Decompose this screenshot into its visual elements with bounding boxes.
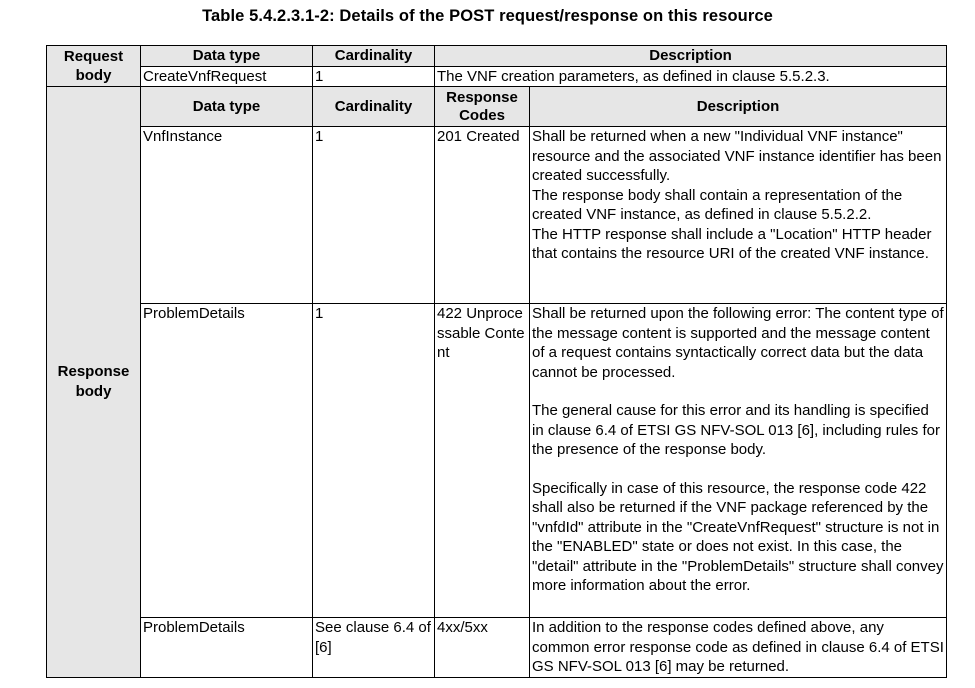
- response-data-type: VnfInstance: [141, 127, 313, 304]
- response-cardinality: 1: [313, 304, 435, 618]
- request-description: The VNF creation parameters, as defined in clause 5.5.2.3.: [435, 66, 947, 87]
- response-header-response-codes: Response Codes: [435, 87, 530, 127]
- response-cardinality: 1: [313, 127, 435, 304]
- response-description: [530, 618, 947, 678]
- response-header-data-type: Data type: [141, 87, 313, 127]
- request-header-data-type: Data type: [141, 46, 313, 67]
- response-body-label: Response body: [47, 87, 141, 678]
- request-header-row: [47, 46, 947, 67]
- description-paragraph: Specifically in case of this resource, the response code 422 shall also be returned if the VNF package referenced by the "vnfdId" attribute in the "CreateVnfRequest" structure is not in the "ENABLED" state or does not exist. In this case, the "detail" attribute in the "ProblemDetails" structure shall convey more information about the error.: [532, 479, 944, 594]
- response-header-row: [47, 87, 947, 127]
- description-paragraph: The HTTP response shall include a "Location" HTTP header that contains the resource URI of the created VNF instance.: [532, 225, 932, 262]
- description-paragraph: In addition to the response codes defined above, any common error response code as defined in clause 6.4 of ETSI GS NFV-SOL 013 [6] may be returned.: [532, 619, 944, 675]
- request-cardinality: 1: [313, 66, 435, 87]
- request-body-label: Request body: [47, 46, 141, 87]
- request-data-type: CreateVnfRequest: [141, 66, 313, 87]
- table-row: [47, 304, 947, 618]
- response-header-cardinality: Cardinality: [313, 87, 435, 127]
- description-paragraph: Shall be returned upon the following error: The content type of the message content is supported and the message content of a request contains syntactically correct data but the data cannot be processed.: [532, 305, 944, 381]
- response-data-type: ProblemDetails: [141, 618, 313, 678]
- response-cardinality: See clause 6.4 of [6]: [313, 618, 435, 678]
- response-header-description: Description: [530, 87, 947, 127]
- request-header-description: Description: [435, 46, 947, 67]
- table-row: [47, 127, 947, 304]
- description-paragraph: The general cause for this error and its handling is specified in clause 6.4 of ETSI GS NFV-SOL 013 [6], including rules for the presence of the response body.: [532, 402, 940, 458]
- response-code: 422 Unprocessable Content: [435, 304, 530, 618]
- table-row: [47, 618, 947, 678]
- response-data-type: ProblemDetails: [141, 304, 313, 618]
- description-paragraph: Shall be returned when a new "Individual VNF instance" resource and the associated VNF instance identifier has been created successfully.: [532, 128, 942, 184]
- response-description: [530, 127, 947, 304]
- request-data-row: [47, 66, 947, 87]
- request-header-cardinality: Cardinality: [313, 46, 435, 67]
- post-details-table: [46, 45, 947, 678]
- table-caption: Table 5.4.2.3.1-2: Details of the POST request/response on this resource: [202, 7, 773, 25]
- response-description: [530, 304, 947, 618]
- response-code: 4xx/5xx: [435, 618, 530, 678]
- description-paragraph: The response body shall contain a representation of the created VNF instance, as defined in clause 5.5.2.2.: [532, 186, 903, 223]
- response-code: 201 Created: [435, 127, 530, 304]
